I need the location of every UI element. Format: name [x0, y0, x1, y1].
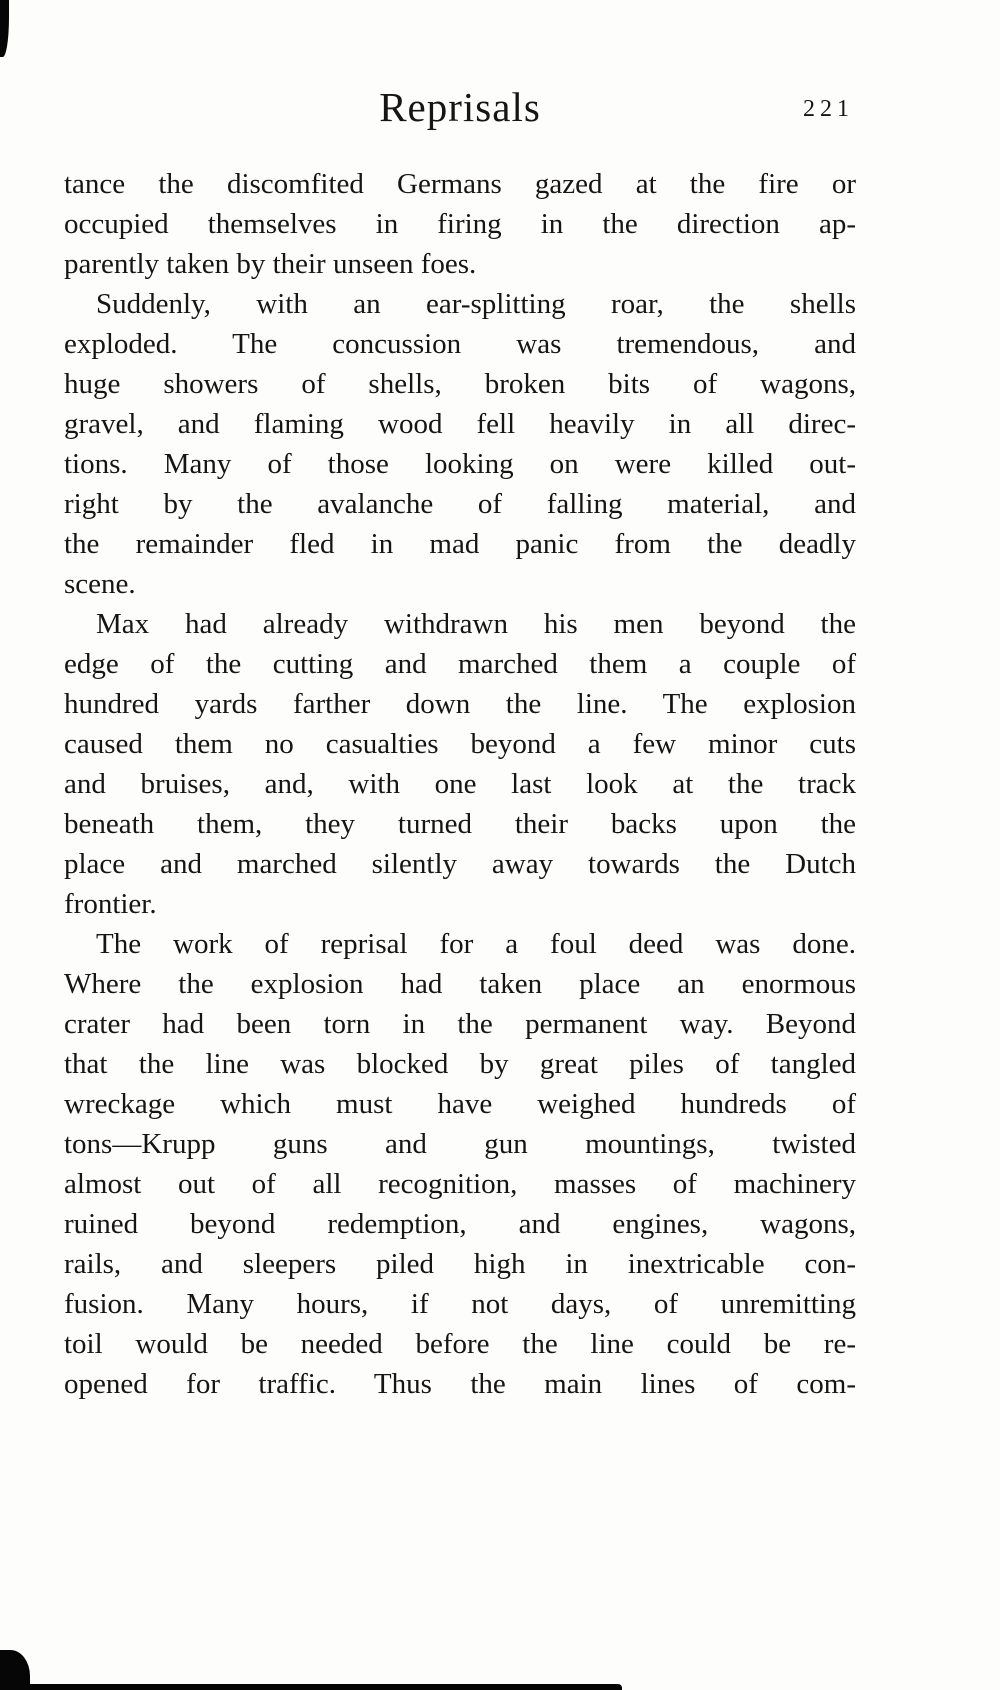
text-line: the remainder fled in mad panic from the deadly [64, 528, 856, 560]
paragraph [64, 604, 856, 924]
scan-artifact [0, 1684, 622, 1690]
page-number: 221 [803, 96, 854, 122]
paragraph [64, 924, 856, 1404]
page-body [64, 164, 856, 1404]
text-line: rails, and sleepers piled high in inextricable con- [64, 1248, 856, 1280]
text-line: Where the explosion had taken place an enormous [64, 968, 856, 1000]
text-line: The work of reprisal for a foul deed was done. [96, 928, 856, 960]
page-title: Reprisals [379, 84, 541, 130]
text-line: wreckage which must have weighed hundreds of [64, 1088, 856, 1120]
text-line: tions. Many of those looking on were killed out- [64, 448, 856, 480]
text-line: opened for traffic. Thus the main lines of com- [64, 1368, 856, 1400]
scan-artifact [0, 0, 9, 57]
text-line: crater had been torn in the permanent way. Beyond [64, 1008, 856, 1040]
text-line: right by the avalanche of falling material, and [64, 488, 856, 520]
text-line: tance the discomfited Germans gazed at the fire or [64, 168, 856, 200]
text-line: occupied themselves in firing in the direction ap- [64, 208, 856, 240]
text-line: almost out of all recognition, masses of machinery [64, 1168, 856, 1200]
paragraph [64, 164, 856, 284]
text-line: huge showers of shells, broken bits of wagons, [64, 368, 856, 400]
text-line: fusion. Many hours, if not days, of unremitting [64, 1288, 856, 1320]
text-line: hundred yards farther down the line. The explosion [64, 688, 856, 720]
text-line: edge of the cutting and marched them a couple of [64, 648, 856, 680]
text-line: caused them no casualties beyond a few minor cuts [64, 728, 856, 760]
text-line: ruined beyond redemption, and engines, wagons, [64, 1208, 856, 1240]
text-line: that the line was blocked by great piles of tangled [64, 1048, 856, 1080]
page-header [64, 80, 856, 134]
text-line: parently taken by their unseen foes. [64, 248, 477, 280]
text-line: exploded. The concussion was tremendous, and [64, 328, 856, 360]
text-line: Suddenly, with an ear-splitting roar, the shells [96, 288, 856, 320]
text-line: gravel, and flaming wood fell heavily in all direc- [64, 408, 856, 440]
paragraph [64, 284, 856, 604]
text-line: tons—Krupp guns and gun mountings, twisted [64, 1128, 856, 1160]
text-line: frontier. [64, 888, 157, 920]
text-line: scene. [64, 568, 136, 600]
text-line: place and marched silently away towards the Dutch [64, 848, 856, 880]
text-line: Max had already withdrawn his men beyond the [96, 608, 856, 640]
text-line: toil would be needed before the line could be re- [64, 1328, 856, 1360]
text-line: and bruises, and, with one last look at the track [64, 768, 856, 800]
text-line: beneath them, they turned their backs upon the [64, 808, 856, 840]
